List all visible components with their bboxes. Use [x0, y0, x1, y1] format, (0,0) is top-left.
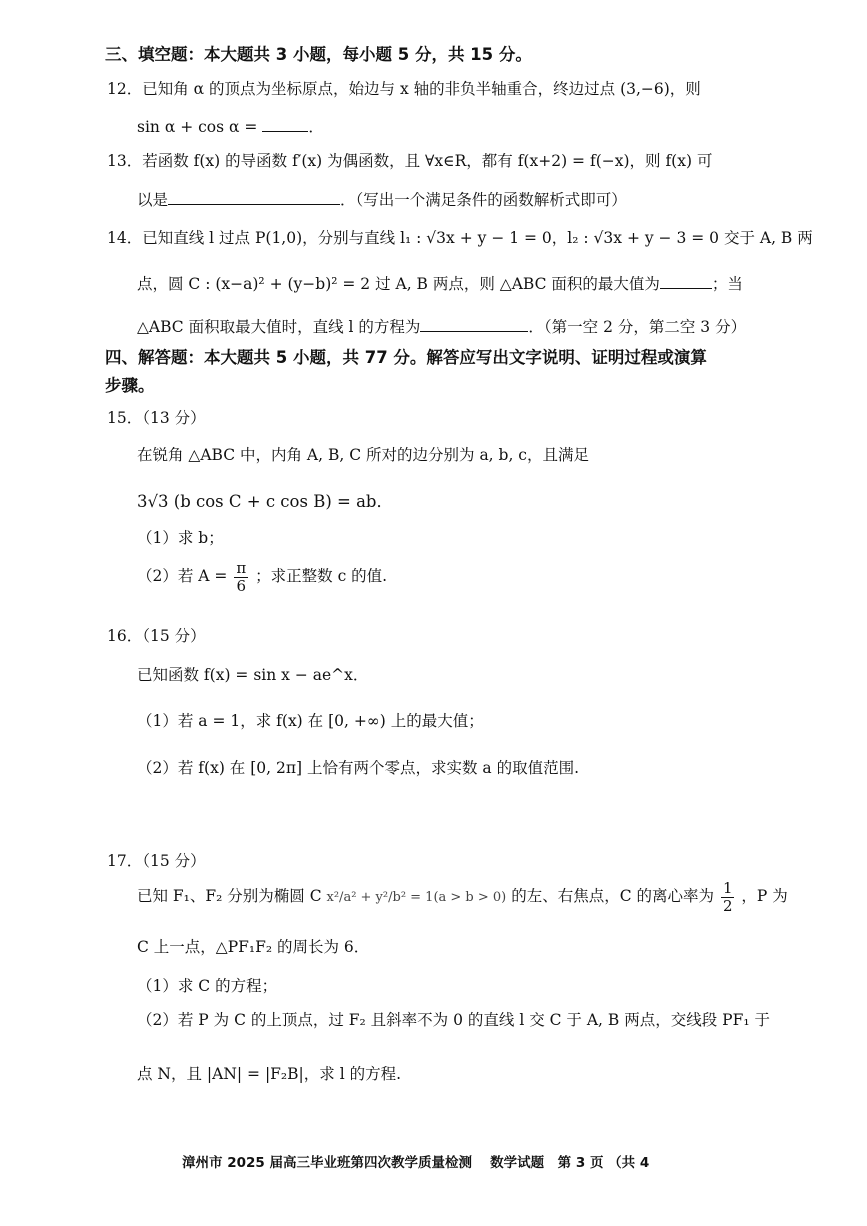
- q13-line2: [137, 189, 627, 211]
- page-footer: 漳州市 2025 届高三毕业班第四次教学质量检测 数学试题 第 3 页 （共 4: [182, 1155, 650, 1171]
- section-heading-solutions: 四、解答题：本大题共 5 小题，共 77 分。解答应写出文字说明、证明过程或演算: [105, 348, 707, 367]
- q13-prefix: 以是: [137, 191, 169, 209]
- q17-part2-line2: 点 N，且 |AN| = |F₂B|，求 l 的方程.: [137, 1065, 402, 1083]
- q17-part1: （1）求 C 的方程；: [137, 977, 278, 995]
- section-heading-solutions-cont: 步骤。: [105, 376, 155, 395]
- q13-answer-blank[interactable]: [168, 189, 340, 205]
- q17-stem-suffix: ，P 为: [741, 887, 788, 905]
- q12-line2: [137, 116, 324, 138]
- q17-stem-line2: C 上一点，△PF₁F₂ 的周长为 6．: [137, 938, 370, 956]
- section-heading-fill-in: 三、填空题：本大题共 3 小题，每小题 5 分，共 15 分。: [105, 45, 532, 64]
- q12-expression: sin α + cos α =: [137, 118, 263, 136]
- fraction-denominator: 6: [236, 576, 247, 595]
- q17-ellipse-equation: x²/a² + y²/b² = 1(a > b > 0): [326, 890, 507, 905]
- q12-period: ．: [308, 118, 324, 136]
- q15-title: 15．（13 分）: [107, 409, 206, 427]
- q15-formula: 3√3 (b cos C + c cos B) = ab．: [137, 492, 393, 511]
- q15-stem: 在锐角 △ABC 中，内角 A, B, C 所对的边分别为 a, b, c，且满足: [137, 446, 589, 464]
- q12-answer-blank[interactable]: [262, 116, 308, 132]
- q13-note: ．（写出一个满足条件的函数解析式即可）: [340, 191, 627, 209]
- q14-answer-blank-1[interactable]: [660, 273, 712, 289]
- q17-eccentricity-fraction: [721, 880, 735, 915]
- q15-part2-label: （2）若 A =: [137, 567, 228, 585]
- q16-part2: （2）若 f(x) 在 [0, 2π] 上恰有两个零点，求实数 a 的取值范围.: [137, 759, 580, 777]
- q17-stem-line1: [137, 876, 788, 916]
- q14-line1: 14．已知直线 l 过点 P(1,0)，分别与直线 l₁ : √3x + y − 1 = 0，l₂ : √3x + y − 3 = 0 交于 A, B 两: [107, 229, 813, 247]
- q14-line2: [137, 273, 743, 295]
- q17-stem-mid: 的左、右焦点，C 的离心率为: [511, 887, 714, 905]
- q17-stem-prefix: 已知 F₁、F₂ 分别为椭圆 C: [137, 887, 322, 905]
- q13-line1: 13．若函数 f(x) 的导函数 f′(x) 为偶函数，且 ∀x∈R，都有 f(x+2) = f(−x)，则 f(x) 可: [107, 152, 713, 170]
- q14-line3: [137, 316, 746, 338]
- q15-part1: （1）求 b；: [137, 529, 224, 547]
- q15-fraction: [234, 560, 248, 595]
- fraction-numerator: 1: [722, 878, 733, 897]
- q14-line2-text: 点，圆 C : (x−a)² + (y−b)² = 2 过 A, B 两点，则 △ABC 面积的最大值为: [137, 275, 660, 293]
- q17-title: 17．（15 分）: [107, 852, 206, 870]
- q14-score-note: ．（第一空 2 分，第二空 3 分）: [528, 318, 747, 336]
- q15-part2: [137, 556, 387, 596]
- q14-line3-text: △ABC 面积取最大值时，直线 l 的方程为: [137, 318, 421, 336]
- q16-title: 16．（15 分）: [107, 627, 206, 645]
- fraction-denominator: 2: [722, 896, 733, 915]
- q17-part2-line1: （2）若 P 为 C 的上顶点，过 F₂ 且斜率不为 0 的直线 l 交 C 于 A, B 两点，交线段 PF₁ 于: [137, 1011, 770, 1029]
- fraction-numerator: π: [236, 558, 247, 577]
- q14-answer-blank-2[interactable]: [420, 316, 528, 332]
- q16-stem: 已知函数 f(x) = sin x − ae^x．: [137, 666, 369, 684]
- q16-part1: （1）若 a = 1，求 f(x) 在 [0, +∞) 上的最大值；: [137, 712, 484, 730]
- q14-line2-end: ；当: [711, 275, 743, 293]
- q12-line1: 12．已知角 α 的顶点为坐标原点，始边与 x 轴的非负半轴重合，终边过点 (3,−6)，则: [107, 80, 701, 98]
- q15-part2-text: ；求正整数 c 的值.: [255, 567, 388, 585]
